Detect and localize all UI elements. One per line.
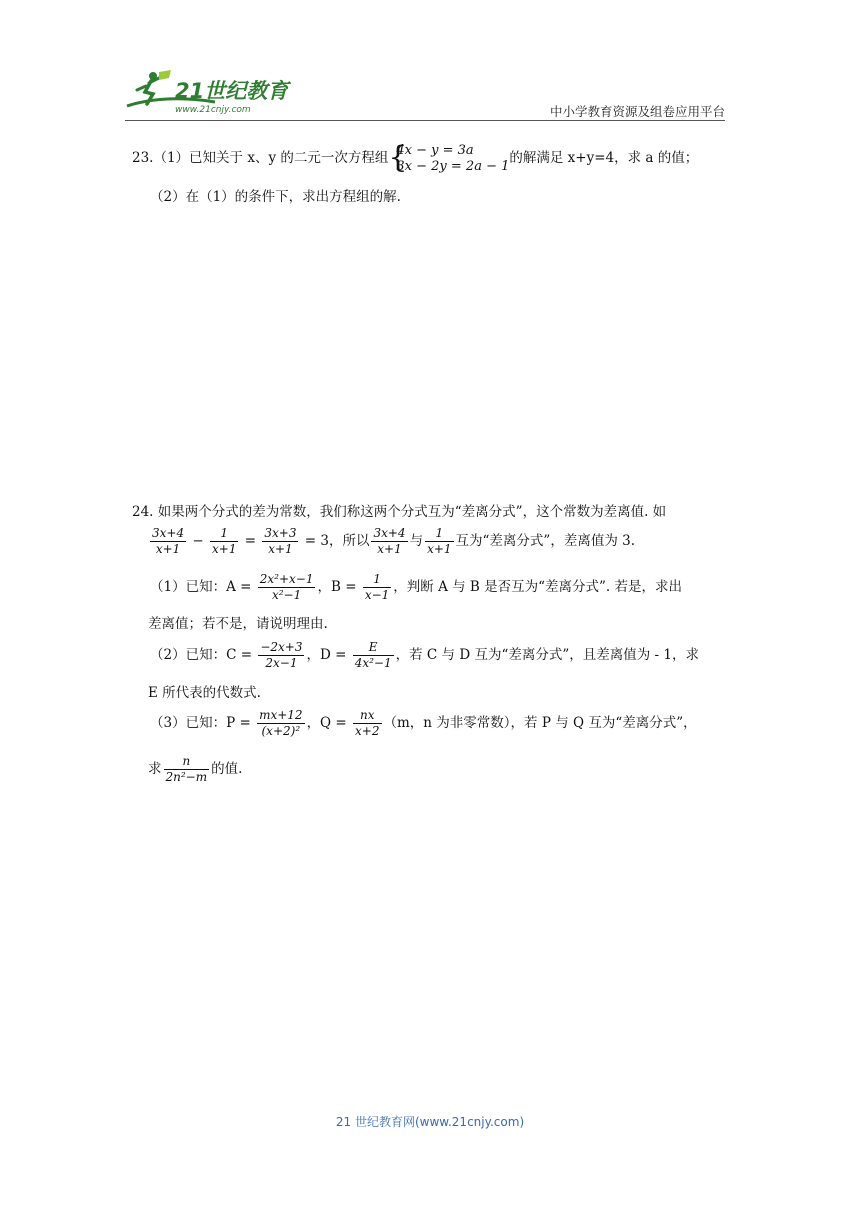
runner-logo-icon	[125, 68, 295, 116]
site-logo	[125, 68, 295, 116]
q24-part3-line2: 求 $\frac{n}{\text{2n²−m}}$ 的值.	[148, 754, 243, 784]
fraction: $\frac{3x+4}{x+1}$	[373, 526, 406, 556]
fraction: $\frac{3x+4}{x+1}$	[152, 526, 185, 556]
logo-text: 21世纪教育	[175, 79, 289, 103]
fraction: $\frac{3x+3}{x+1}$	[264, 526, 297, 556]
fraction-a: $\frac{\text{2x²+x−1}}{\text{x²−1}}$	[259, 572, 314, 602]
page-header	[125, 68, 725, 120]
header-divider	[125, 120, 725, 121]
q24-example: $\frac{3x+4}{x+1}$ − $\frac{1}{x+1}$ = $\frac{3x+3}{x+1}$ = 3，所以 $\frac{3x+4}{x+1}$ 与 $\frac{1}{x+1}$ 互为“差离分式”，差离值为 3.	[152, 526, 636, 556]
q23-line2: （2）在（1）的条件下，求出方程组的解.	[150, 189, 401, 205]
platform-tagline: 中小学教育资源及组卷应用平台	[549, 104, 725, 119]
fraction: $\frac{1}{x+1}$	[212, 526, 237, 556]
logo-url: www.21cnjy.com	[175, 105, 251, 115]
q24-part2-line2: E 所代表的代数式.	[148, 685, 261, 701]
system-eq1: 4x − y = 3a	[396, 143, 474, 158]
equation-system: { 4x − y = 3a 3x − 2y = 2a − 1	[388, 140, 510, 175]
fraction-result: $\frac{n}{\text{2n²−m}}$	[165, 754, 208, 784]
q23-suffix: 的解满足 x+y=4，求 a 的值；	[509, 150, 699, 167]
fraction-d: $\frac{E}{\text{4x²−1}}$	[354, 640, 392, 670]
fraction: $\frac{1}{x+1}$	[427, 526, 452, 556]
q24-part2: （2）已知：C = $\frac{-2x+3}{2x-1}$ ，D = $\frac{E}{\text{4x²−1}}$ ，若 C 与 D 互为“差离分式”，且差离值为 - 1，求	[150, 640, 699, 670]
q24-part3: （3）已知：P = $\frac{mx+12}{\text{(x+2)²}}$ ，Q = $\frac{nx}{x+2}$ （m，n 为非零常数），若 P 与 Q 互为“差离分式”，	[150, 708, 697, 738]
system-eq2: 3x − 2y = 2a − 1	[396, 158, 510, 174]
footer-link[interactable]: 21 世纪教育网(www.21cnjy.com)	[335, 1115, 525, 1129]
fraction-b: $\frac{1}{x-1}$	[364, 572, 390, 602]
fraction-c: $\frac{-2x+3}{2x-1}$	[260, 640, 303, 670]
fraction-p: $\frac{mx+12}{\text{(x+2)²}}$	[259, 708, 303, 738]
q23-prefix: 23.（1）已知关于 x、y 的二元一次方程组	[132, 150, 389, 167]
fraction-q: $\frac{nx}{x+2}$	[355, 708, 380, 738]
q24-part1: （1）已知：A = $\frac{\text{2x²+x−1}}{\text{x²−1}}$ ，B = $\frac{1}{x-1}$ ，判断 A 与 B 是否互为“差离分式”. 若是，求出	[150, 572, 683, 602]
q24-intro: 24. 如果两个分式的差为常数，我们称这两个分式互为“差离分式”，这个常数为差离值. 如	[132, 504, 667, 520]
q23-line1	[132, 140, 699, 175]
q24-part1-line2: 差离值；若不是，请说明理由.	[148, 616, 328, 632]
